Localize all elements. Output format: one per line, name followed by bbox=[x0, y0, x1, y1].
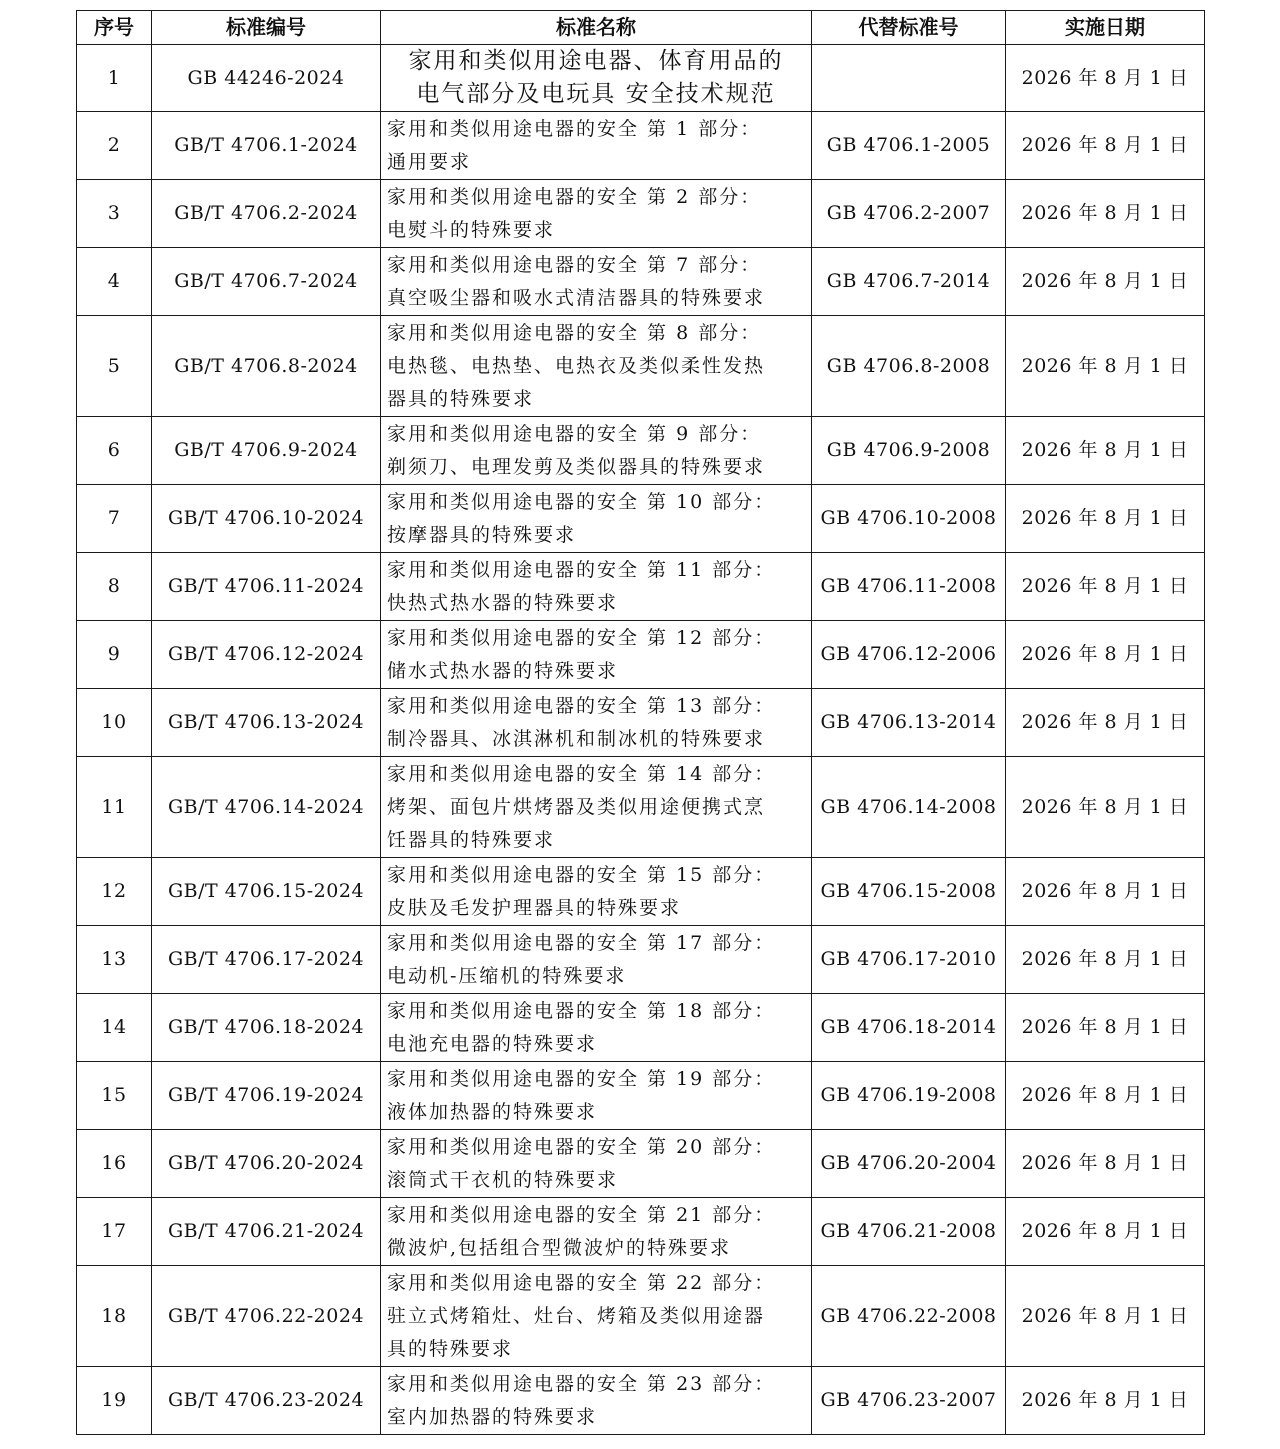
standard-name-line: 快热式热水器的特殊要求 bbox=[387, 591, 619, 614]
standard-name-line: 制冷器具、冰淇淋机和制冰机的特殊要求 bbox=[387, 727, 766, 750]
standard-name bbox=[381, 316, 812, 417]
table-row bbox=[77, 112, 1205, 180]
standard-name bbox=[381, 1367, 812, 1435]
standard-name-line: 皮肤及毛发护理器具的特殊要求 bbox=[387, 896, 682, 919]
table-row bbox=[77, 485, 1205, 553]
row-number: 8 bbox=[77, 553, 152, 621]
standard-code: GB/T 4706.14-2024 bbox=[152, 757, 381, 858]
standard-name-line: 家用和类似用途电器的安全 第 12 部分： bbox=[387, 626, 776, 649]
standard-name-line: 电热毯、电热垫、电热衣及类似柔性发热 bbox=[387, 354, 766, 377]
standard-code: GB/T 4706.23-2024 bbox=[152, 1367, 381, 1435]
standard-name-line: 储水式热水器的特殊要求 bbox=[387, 659, 619, 682]
standard-code: GB/T 4706.20-2024 bbox=[152, 1130, 381, 1198]
row-number: 9 bbox=[77, 621, 152, 689]
row-number: 13 bbox=[77, 926, 152, 994]
table-row bbox=[77, 1266, 1205, 1367]
row-number: 4 bbox=[77, 248, 152, 316]
standard-code: GB/T 4706.10-2024 bbox=[152, 485, 381, 553]
table-row bbox=[77, 1198, 1205, 1266]
row-number: 16 bbox=[77, 1130, 152, 1198]
table-row bbox=[77, 417, 1205, 485]
standard-name-line: 微波炉,包括组合型微波炉的特殊要求 bbox=[387, 1236, 732, 1259]
standard-code: GB/T 4706.8-2024 bbox=[152, 316, 381, 417]
replaced-standard: GB 4706.22-2008 bbox=[812, 1266, 1006, 1367]
standard-name-line: 电池充电器的特殊要求 bbox=[387, 1032, 598, 1055]
standard-name bbox=[381, 757, 812, 858]
standard-name-line: 家用和类似用途电器的安全 第 8 部分： bbox=[387, 321, 762, 344]
header-row bbox=[77, 11, 1205, 45]
effective-date: 2026 年 8 月 1 日 bbox=[1006, 1367, 1205, 1435]
standard-name-line: 家用和类似用途电器的安全 第 11 部分： bbox=[387, 558, 776, 581]
standard-name bbox=[381, 180, 812, 248]
standard-name-line: 滚筒式干衣机的特殊要求 bbox=[387, 1168, 619, 1191]
table-row bbox=[77, 248, 1205, 316]
effective-date: 2026 年 8 月 1 日 bbox=[1006, 1198, 1205, 1266]
standard-name-line: 家用和类似用途电器的安全 第 17 部分： bbox=[387, 931, 776, 954]
standard-name bbox=[381, 621, 812, 689]
standard-name-line: 液体加热器的特殊要求 bbox=[387, 1100, 598, 1123]
standard-name-line: 家用和类似用途电器的安全 第 20 部分： bbox=[387, 1135, 776, 1158]
table-row bbox=[77, 180, 1205, 248]
replaced-standard: GB 4706.17-2010 bbox=[812, 926, 1006, 994]
standard-code: GB/T 4706.2-2024 bbox=[152, 180, 381, 248]
standard-name-line: 家用和类似用途电器的安全 第 13 部分： bbox=[387, 694, 776, 717]
standard-name bbox=[381, 417, 812, 485]
effective-date: 2026 年 8 月 1 日 bbox=[1006, 1130, 1205, 1198]
standard-name-line: 烤架、面包片烘烤器及类似用途便携式烹 bbox=[387, 795, 766, 818]
row-number: 5 bbox=[77, 316, 152, 417]
row-number: 11 bbox=[77, 757, 152, 858]
row-number: 7 bbox=[77, 485, 152, 553]
standard-name-line: 家用和类似用途电器的安全 第 18 部分： bbox=[387, 999, 776, 1022]
effective-date: 2026 年 8 月 1 日 bbox=[1006, 994, 1205, 1062]
standard-code: GB/T 4706.11-2024 bbox=[152, 553, 381, 621]
standard-code: GB/T 4706.9-2024 bbox=[152, 417, 381, 485]
row-number: 6 bbox=[77, 417, 152, 485]
effective-date: 2026 年 8 月 1 日 bbox=[1006, 112, 1205, 180]
standard-name bbox=[381, 248, 812, 316]
standard-code: GB/T 4706.18-2024 bbox=[152, 994, 381, 1062]
standard-code: GB/T 4706.21-2024 bbox=[152, 1198, 381, 1266]
row-number: 3 bbox=[77, 180, 152, 248]
table-row bbox=[77, 926, 1205, 994]
standard-name-line: 电熨斗的特殊要求 bbox=[387, 218, 556, 241]
header-name: 标准名称 bbox=[381, 11, 812, 45]
standard-name-line: 家用和类似用途电器的安全 第 23 部分： bbox=[387, 1372, 776, 1395]
standard-name bbox=[381, 45, 812, 112]
replaced-standard: GB 4706.9-2008 bbox=[812, 417, 1006, 485]
table-row bbox=[77, 1130, 1205, 1198]
header-no: 序号 bbox=[77, 11, 152, 45]
row-number: 2 bbox=[77, 112, 152, 180]
table-row bbox=[77, 621, 1205, 689]
standard-name bbox=[381, 553, 812, 621]
standard-code: GB 44246-2024 bbox=[152, 45, 381, 112]
table-row bbox=[77, 316, 1205, 417]
standard-name bbox=[381, 1130, 812, 1198]
table-row bbox=[77, 757, 1205, 858]
standard-name-line: 家用和类似用途电器的安全 第 15 部分： bbox=[387, 863, 776, 886]
header-code: 标准编号 bbox=[152, 11, 381, 45]
effective-date: 2026 年 8 月 1 日 bbox=[1006, 316, 1205, 417]
standard-code: GB/T 4706.12-2024 bbox=[152, 621, 381, 689]
standard-name-line: 家用和类似用途电器的安全 第 19 部分： bbox=[387, 1067, 776, 1090]
replaced-standard: GB 4706.14-2008 bbox=[812, 757, 1006, 858]
effective-date: 2026 年 8 月 1 日 bbox=[1006, 858, 1205, 926]
standard-name bbox=[381, 858, 812, 926]
replaced-standard: GB 4706.12-2006 bbox=[812, 621, 1006, 689]
standard-code: GB/T 4706.19-2024 bbox=[152, 1062, 381, 1130]
standard-name-line: 室内加热器的特殊要求 bbox=[387, 1405, 598, 1428]
header-replace: 代替标准号 bbox=[812, 11, 1006, 45]
row-number: 1 bbox=[77, 45, 152, 112]
table-row bbox=[77, 689, 1205, 757]
standard-code: GB/T 4706.17-2024 bbox=[152, 926, 381, 994]
standard-name-line: 家用和类似用途电器的安全 第 2 部分： bbox=[387, 185, 762, 208]
effective-date: 2026 年 8 月 1 日 bbox=[1006, 553, 1205, 621]
effective-date: 2026 年 8 月 1 日 bbox=[1006, 485, 1205, 553]
row-number: 14 bbox=[77, 994, 152, 1062]
table-row bbox=[77, 994, 1205, 1062]
table-row bbox=[77, 45, 1205, 112]
effective-date: 2026 年 8 月 1 日 bbox=[1006, 1062, 1205, 1130]
effective-date: 2026 年 8 月 1 日 bbox=[1006, 180, 1205, 248]
standard-name-line: 电动机-压缩机的特殊要求 bbox=[387, 964, 627, 987]
header-date: 实施日期 bbox=[1006, 11, 1205, 45]
effective-date: 2026 年 8 月 1 日 bbox=[1006, 1266, 1205, 1367]
replaced-standard: GB 4706.8-2008 bbox=[812, 316, 1006, 417]
replaced-standard: GB 4706.15-2008 bbox=[812, 858, 1006, 926]
table-body bbox=[77, 45, 1205, 1435]
standard-name-line: 家用和类似用途电器的安全 第 9 部分： bbox=[387, 422, 762, 445]
standard-name-line: 家用和类似用途电器的安全 第 10 部分： bbox=[387, 490, 776, 513]
standard-name-line: 按摩器具的特殊要求 bbox=[387, 523, 577, 546]
standard-name-line: 家用和类似用途电器的安全 第 22 部分： bbox=[387, 1271, 776, 1294]
standard-name-line: 家用和类似用途电器的安全 第 21 部分： bbox=[387, 1203, 776, 1226]
standard-code: GB/T 4706.13-2024 bbox=[152, 689, 381, 757]
standard-name-line: 家用和类似用途电器、体育用品的 bbox=[408, 48, 784, 74]
standard-code: GB/T 4706.15-2024 bbox=[152, 858, 381, 926]
standard-code: GB/T 4706.7-2024 bbox=[152, 248, 381, 316]
standard-name bbox=[381, 485, 812, 553]
standard-name-line: 具的特殊要求 bbox=[387, 1337, 514, 1360]
standard-code: GB/T 4706.22-2024 bbox=[152, 1266, 381, 1367]
effective-date: 2026 年 8 月 1 日 bbox=[1006, 45, 1205, 112]
effective-date: 2026 年 8 月 1 日 bbox=[1006, 689, 1205, 757]
standard-code: GB/T 4706.1-2024 bbox=[152, 112, 381, 180]
standard-name-line: 剃须刀、电理发剪及类似器具的特殊要求 bbox=[387, 455, 766, 478]
replaced-standard: GB 4706.19-2008 bbox=[812, 1062, 1006, 1130]
replaced-standard: GB 4706.7-2014 bbox=[812, 248, 1006, 316]
standard-name-line: 真空吸尘器和吸水式清洁器具的特殊要求 bbox=[387, 286, 766, 309]
replaced-standard: GB 4706.13-2014 bbox=[812, 689, 1006, 757]
replaced-standard: GB 4706.21-2008 bbox=[812, 1198, 1006, 1266]
replaced-standard: GB 4706.2-2007 bbox=[812, 180, 1006, 248]
standards-table bbox=[76, 10, 1205, 1435]
effective-date: 2026 年 8 月 1 日 bbox=[1006, 417, 1205, 485]
replaced-standard: GB 4706.23-2007 bbox=[812, 1367, 1006, 1435]
standard-name-line: 饪器具的特殊要求 bbox=[387, 828, 556, 851]
row-number: 17 bbox=[77, 1198, 152, 1266]
table-row bbox=[77, 1062, 1205, 1130]
replaced-standard bbox=[812, 45, 1006, 112]
row-number: 19 bbox=[77, 1367, 152, 1435]
replaced-standard: GB 4706.10-2008 bbox=[812, 485, 1006, 553]
row-number: 18 bbox=[77, 1266, 152, 1367]
effective-date: 2026 年 8 月 1 日 bbox=[1006, 757, 1205, 858]
standard-name bbox=[381, 689, 812, 757]
row-number: 10 bbox=[77, 689, 152, 757]
replaced-standard: GB 4706.20-2004 bbox=[812, 1130, 1006, 1198]
standard-name bbox=[381, 112, 812, 180]
standard-name-line: 驻立式烤箱灶、灶台、烤箱及类似用途器 bbox=[387, 1304, 766, 1327]
row-number: 15 bbox=[77, 1062, 152, 1130]
row-number: 12 bbox=[77, 858, 152, 926]
replaced-standard: GB 4706.18-2014 bbox=[812, 994, 1006, 1062]
standard-name bbox=[381, 926, 812, 994]
standard-name-line: 电气部分及电玩具 安全技术规范 bbox=[416, 81, 776, 107]
standard-name-line: 通用要求 bbox=[387, 150, 472, 173]
replaced-standard: GB 4706.11-2008 bbox=[812, 553, 1006, 621]
standard-name-line: 家用和类似用途电器的安全 第 14 部分： bbox=[387, 762, 776, 785]
table-row bbox=[77, 1367, 1205, 1435]
effective-date: 2026 年 8 月 1 日 bbox=[1006, 621, 1205, 689]
standard-name bbox=[381, 1062, 812, 1130]
standard-name-line: 家用和类似用途电器的安全 第 7 部分： bbox=[387, 253, 762, 276]
effective-date: 2026 年 8 月 1 日 bbox=[1006, 248, 1205, 316]
standard-name bbox=[381, 994, 812, 1062]
table-row bbox=[77, 858, 1205, 926]
standard-name bbox=[381, 1198, 812, 1266]
standard-name-line: 家用和类似用途电器的安全 第 1 部分： bbox=[387, 117, 762, 140]
effective-date: 2026 年 8 月 1 日 bbox=[1006, 926, 1205, 994]
replaced-standard: GB 4706.1-2005 bbox=[812, 112, 1006, 180]
standard-name bbox=[381, 1266, 812, 1367]
table-row bbox=[77, 553, 1205, 621]
standard-name-line: 器具的特殊要求 bbox=[387, 387, 535, 410]
